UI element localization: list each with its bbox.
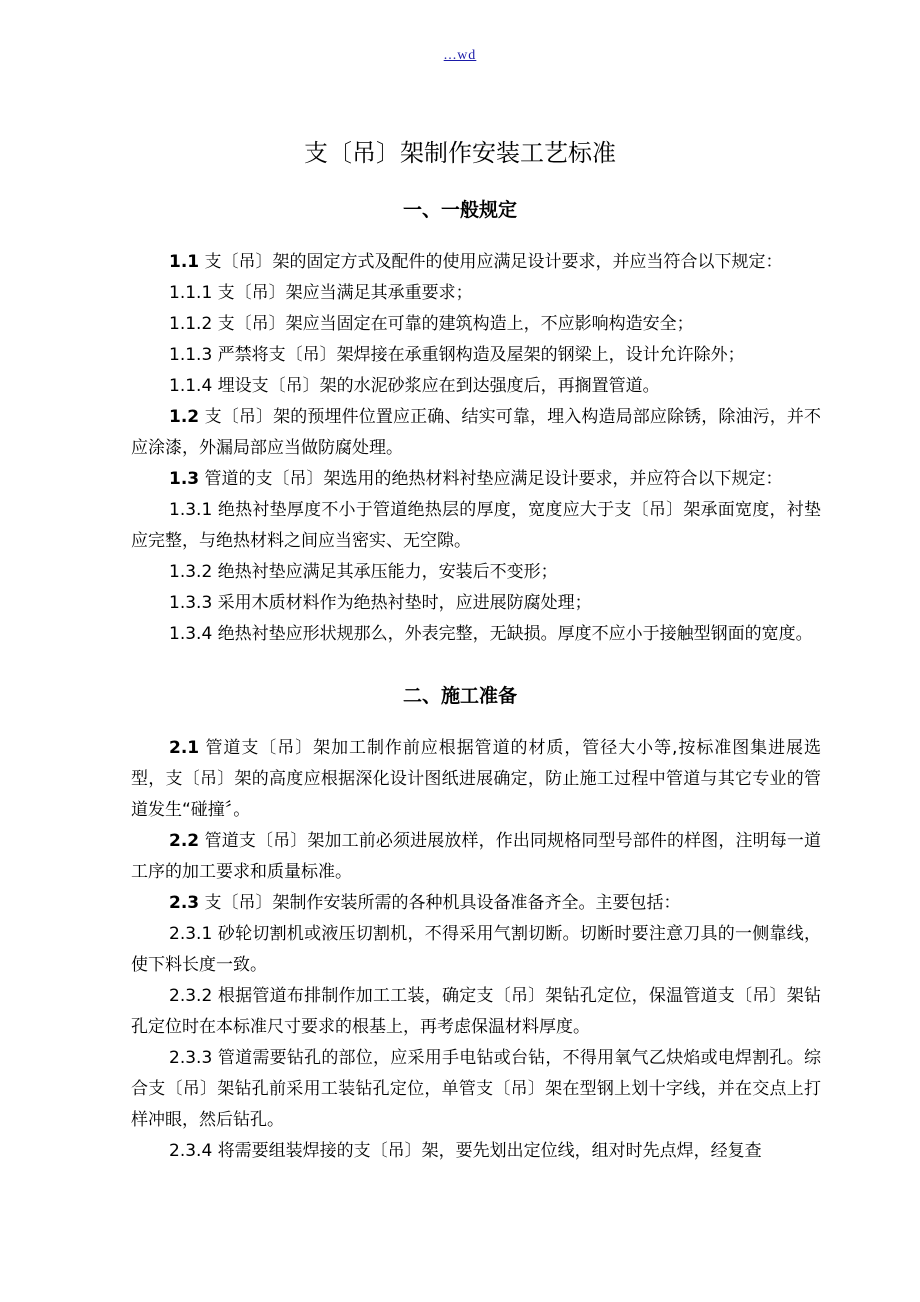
paragraph-text: 1.3.1 绝热衬垫厚度不小于管道绝热层的厚度，宽度应大于支〔吊〕架承面宽度，衬垫应完整，与绝热材料之间应当密实、无空隙。: [131, 500, 821, 551]
paragraph-text: 2.3.4 将需要组装焊接的支〔吊〕架，要先划出定位线，组对时先点焊，经复查: [169, 1141, 762, 1161]
paragraph-text: 1.3.3 采用木质材料作为绝热衬垫时，应进展防腐处理；: [169, 593, 592, 613]
paragraph-text: 1.3.2 绝热衬垫应满足其承压能力，安装后不变形；: [169, 562, 558, 582]
paragraph-text: 管道支〔吊〕架加工制作前应根据管道的材质，管径大小等,按标准图集进展选型，支〔吊〕架的高度应根据深化设计图纸进展确定，防止施工过程中管道与其它专业的管道发生“碰撞〞。: [131, 738, 821, 820]
page-header: ...wd: [443, 48, 477, 63]
paragraph-1-1-4: [131, 371, 821, 402]
paragraph-2-1: [131, 733, 821, 826]
paragraph-1-1-2: [131, 309, 821, 340]
paragraph-1-2: [131, 402, 821, 464]
paragraph-1-3-2: [131, 557, 821, 588]
paragraph-text: 1.1.4 埋设支〔吊〕架的水泥砂浆应在到达强度后，再搁置管道。: [169, 376, 660, 396]
paragraph-2-3-3: [131, 1043, 821, 1136]
paragraph-text: 支〔吊〕架的固定方式及配件的使用应满足设计要求，并应当符合以下规定：: [199, 252, 783, 272]
paragraph-1-3-3: [131, 588, 821, 619]
paragraph-text: 2.3.1 砂轮切割机或液压切割机，不得采用气割切断。切断时要注意刀具的一侧靠线，使下料长度一致。: [131, 924, 821, 975]
paragraph-text: 支〔吊〕架制作安装所需的各种机具设备准备齐全。主要包括：: [199, 893, 681, 913]
section-heading-preparation: 二、施工准备: [402, 685, 517, 707]
paragraph-number: 1.1: [169, 252, 200, 272]
paragraph-text: 1.1.3 严禁将支〔吊〕架焊接在承重钢构造及屋架的钢梁上，设计允许除外；: [169, 345, 745, 365]
paragraph-number: 2.2: [169, 831, 200, 851]
paragraph-1-3-4: [131, 619, 821, 650]
paragraph-text: 2.3.3 管道需要钻孔的部位，应采用手电钻或台钻，不得用氧气乙炔焰或电焊割孔。综合支〔吊〕架钻孔前采用工装钻孔定位，单管支〔吊〕架在型钢上划十字线，并在交点上打样冲眼，然后钻孔。: [131, 1048, 821, 1130]
paragraph-1-3-1: [131, 495, 821, 557]
paragraph-1-3: [131, 464, 821, 495]
paragraph-text: 1.1.2 支〔吊〕架应当固定在可靠的建筑构造上，不应影响构造安全；: [169, 314, 694, 334]
paragraph-2-3-2: [131, 981, 821, 1043]
paragraph-number: 1.2: [169, 407, 200, 427]
paragraph-1-1: [131, 247, 821, 278]
section-body-general: [131, 247, 821, 650]
paragraph-text: 1.1.1 支〔吊〕架应当满足其承重要求；: [169, 283, 473, 303]
paragraph-text: 1.3.4 绝热衬垫应形状规那么，外表完整，无缺损。厚度不应小于接触型钢面的宽度。: [169, 624, 813, 644]
document-title: 支〔吊〕架制作安装工艺标准: [304, 139, 616, 167]
paragraph-number: 1.3: [169, 469, 200, 489]
paragraph-2-3-4: [131, 1136, 821, 1167]
paragraph-1-1-3: [131, 340, 821, 371]
paragraph-number: 2.1: [169, 738, 200, 758]
paragraph-1-1-1: [131, 278, 821, 309]
section-body-preparation: [131, 733, 821, 1167]
section-heading-general: 一、一般规定: [402, 199, 517, 221]
paragraph-text: 2.3.2 根据管道布排制作加工工装，确定支〔吊〕架钻孔定位，保温管道支〔吊〕架钻孔定位时在本标准尺寸要求的根基上，再考虑保温材料厚度。: [131, 986, 821, 1037]
paragraph-text: 支〔吊〕架的预埋件位置应正确、结实可靠，埋入构造局部应除锈，除油污，并不应涂漆，外漏局部应当做防腐处理。: [131, 407, 821, 458]
paragraph-number: 2.3: [169, 893, 200, 913]
paragraph-text: 管道支〔吊〕架加工前必须进展放样，作出同规格同型号部件的样图，注明每一道工序的加工要求和质量标准。: [131, 831, 821, 882]
paragraph-2-2: [131, 826, 821, 888]
paragraph-text: 管道的支〔吊〕架选用的绝热材料衬垫应满足设计要求，并应符合以下规定：: [199, 469, 783, 489]
paragraph-2-3: [131, 888, 821, 919]
paragraph-2-3-1: [131, 919, 821, 981]
